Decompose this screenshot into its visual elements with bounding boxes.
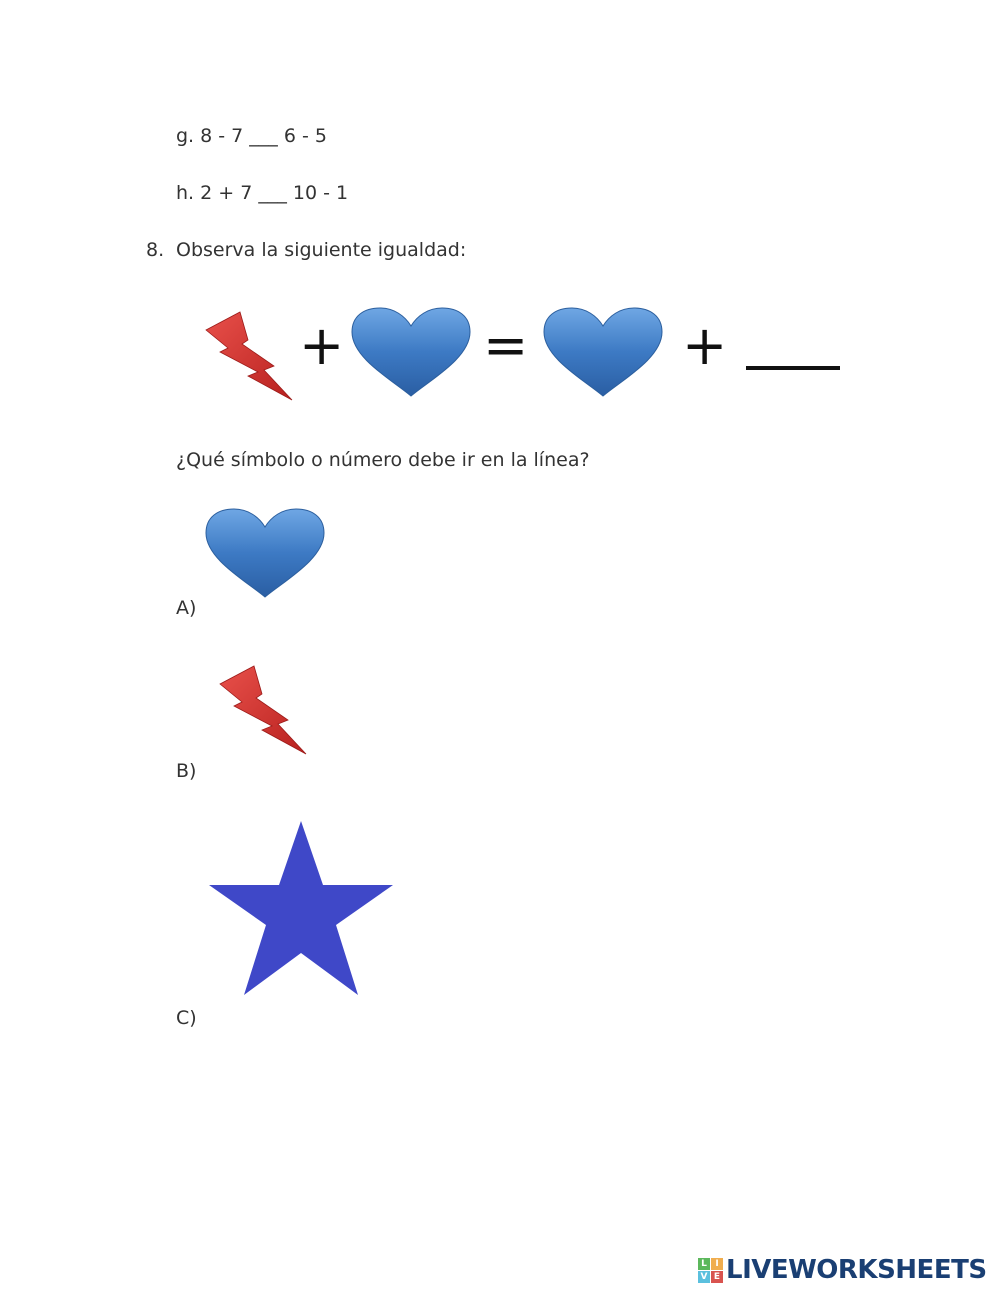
logo-text: LIVEWORKSHEETS <box>726 1255 987 1285</box>
plus-sign: + <box>682 314 728 377</box>
item-label: g. <box>176 125 195 147</box>
item-expression: 2 + 7 ___ 10 - 1 <box>200 182 349 204</box>
answer-blank-line[interactable] <box>746 366 840 370</box>
equation-heart-icon <box>542 306 664 398</box>
logo-tile: V <box>698 1271 710 1283</box>
item-expression: 8 - 7 ___ 6 - 5 <box>200 125 327 147</box>
item-label: h. <box>176 182 195 204</box>
question-number: 8. <box>146 239 165 261</box>
plus-sign: + <box>299 314 345 377</box>
option-a-label: A) <box>176 597 197 619</box>
logo-tile: I <box>711 1258 723 1270</box>
logo-tile: L <box>698 1258 710 1270</box>
equals-sign: = <box>483 314 529 377</box>
option-c-label: C) <box>176 1007 197 1029</box>
option-b-lightning-icon[interactable] <box>214 662 310 756</box>
logo-tile: E <box>711 1271 723 1283</box>
liveworksheets-logo <box>698 1255 987 1285</box>
option-b-label: B) <box>176 760 197 782</box>
option-a-heart-icon[interactable] <box>204 507 326 599</box>
item-g <box>176 124 327 148</box>
sub-prompt: ¿Qué símbolo o número debe ir en la línea? <box>176 449 590 471</box>
equation-heart-icon <box>350 306 472 398</box>
logo-tiles <box>698 1258 723 1283</box>
equation-lightning-icon <box>200 308 296 402</box>
question-prompt: Observa la siguiente igualdad: <box>176 239 467 261</box>
item-h <box>176 181 348 205</box>
option-c-star-icon[interactable] <box>208 819 394 997</box>
